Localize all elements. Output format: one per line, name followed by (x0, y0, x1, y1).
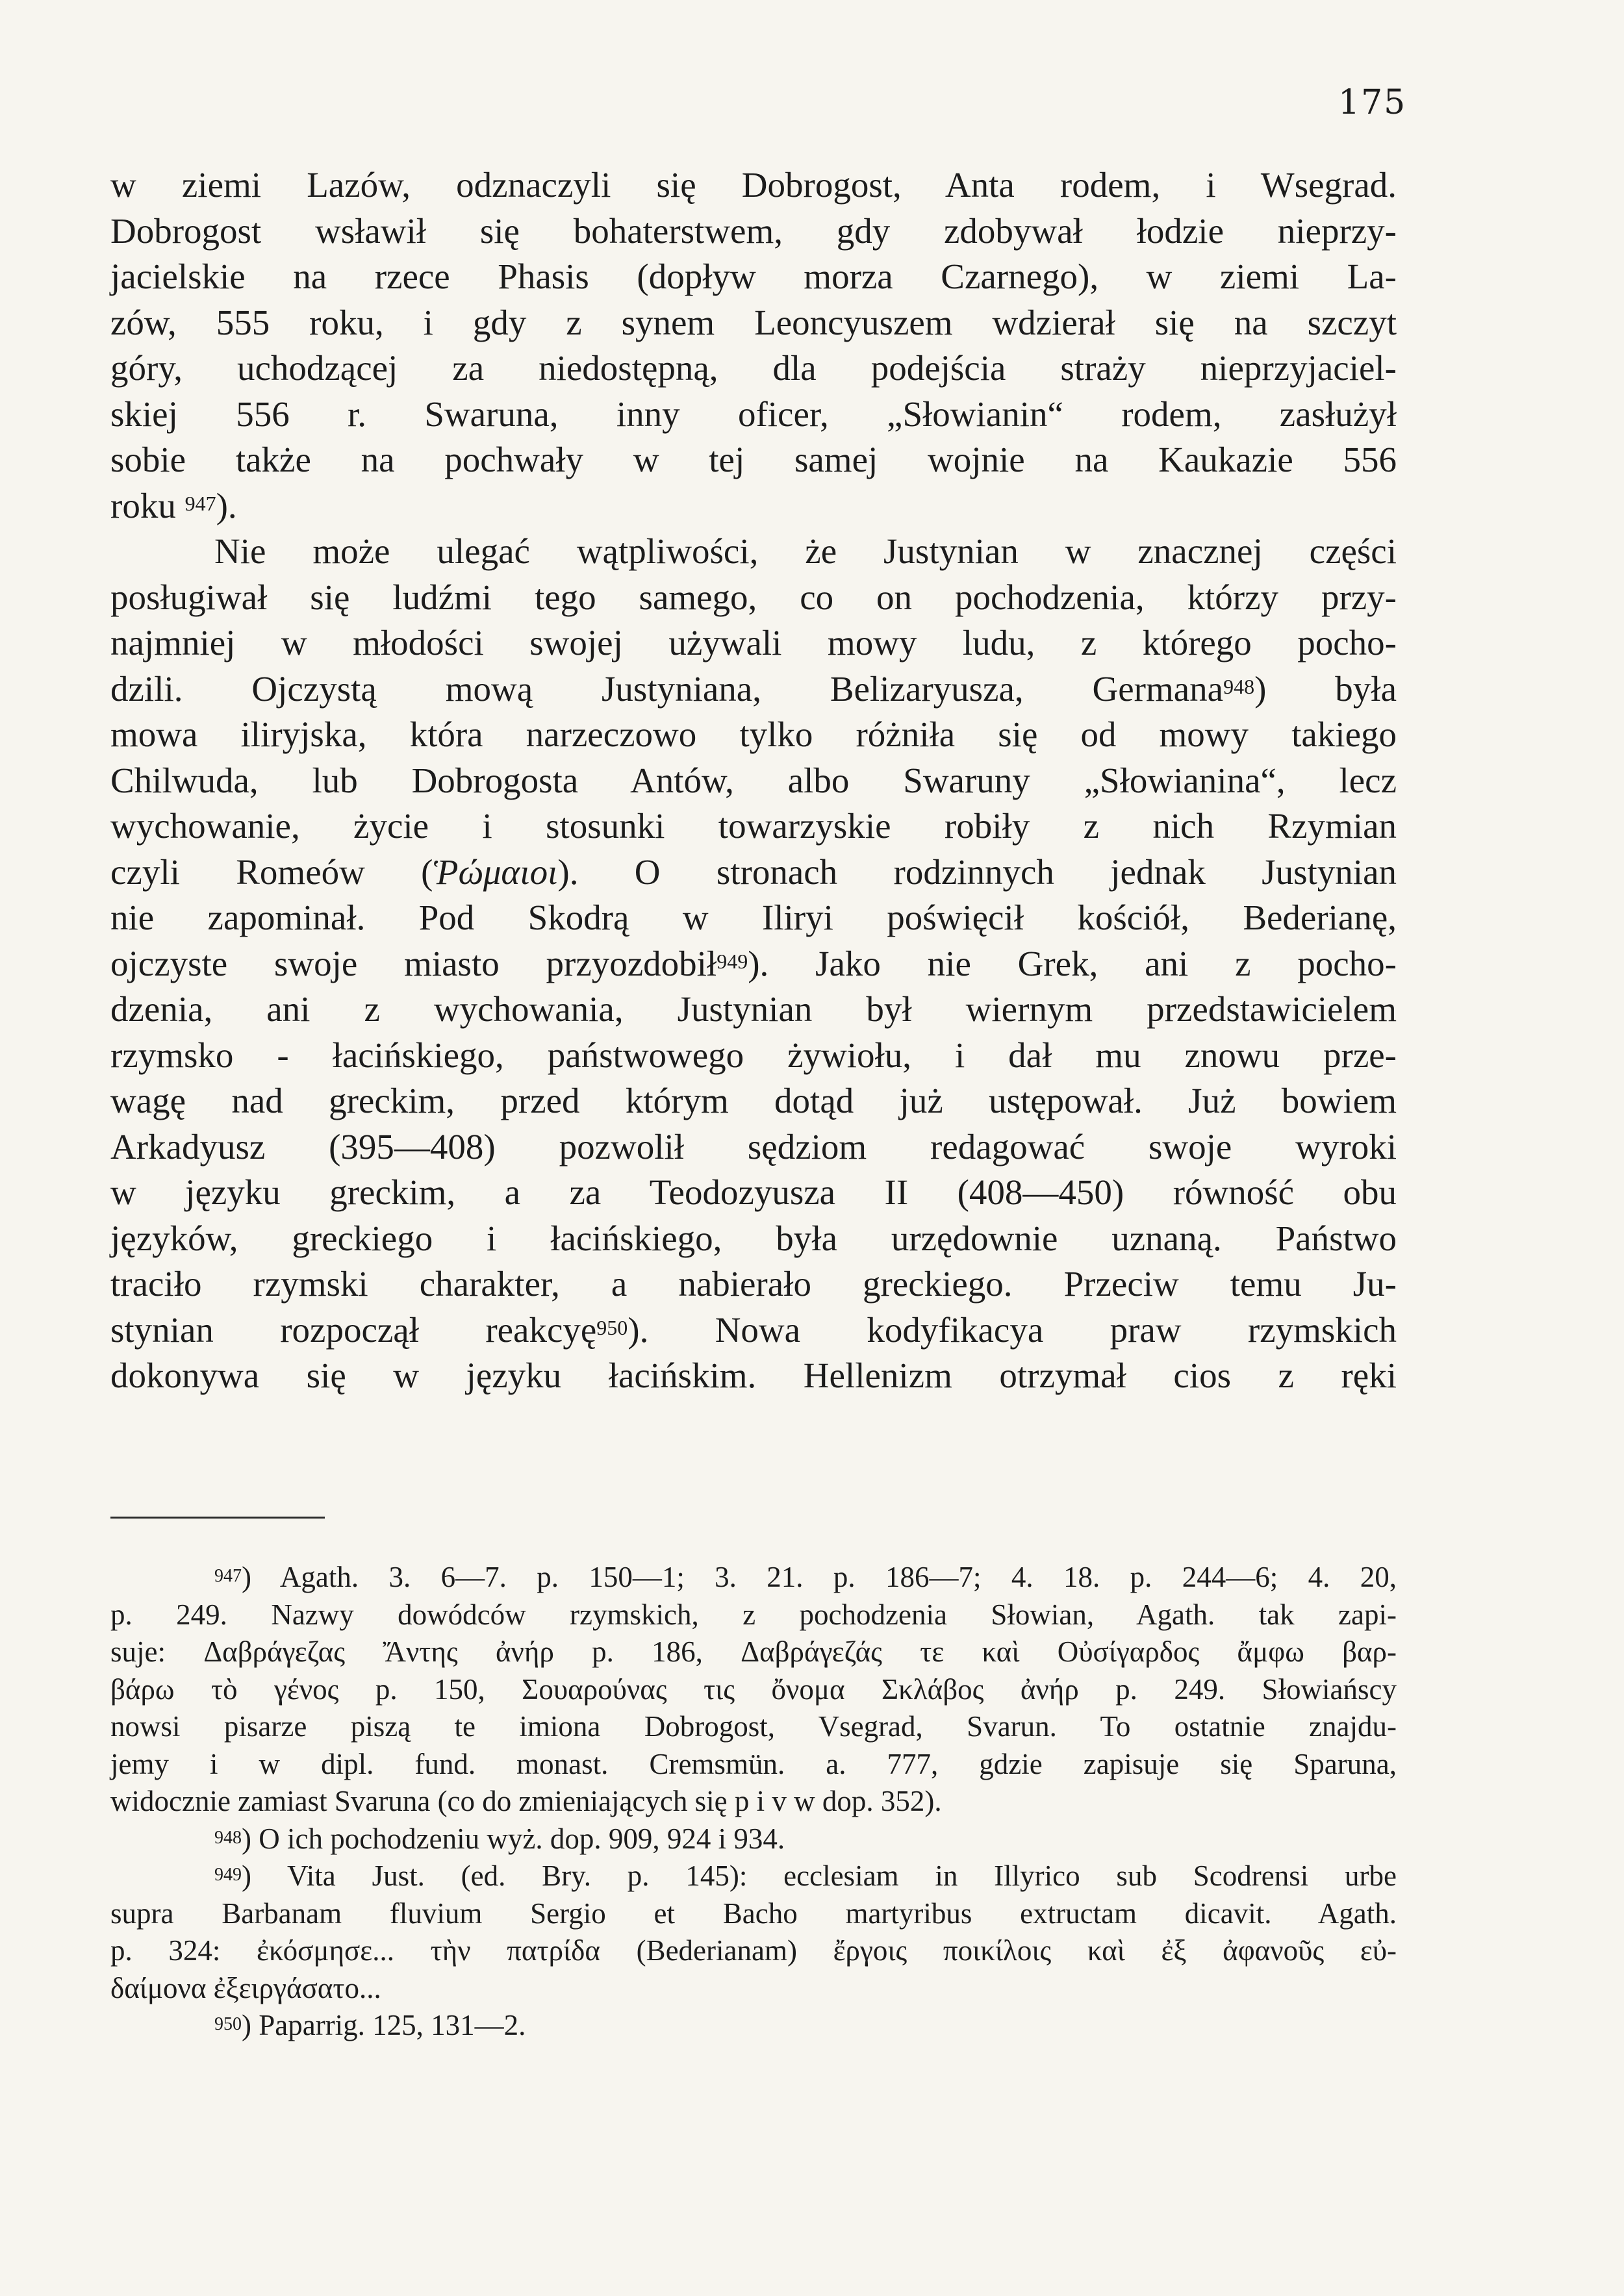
footnote-ref-949[interactable]: 949 (717, 949, 748, 973)
greek-word: Ῥώμαιοι (433, 852, 558, 892)
text-fragment: ). (216, 485, 237, 525)
footnote-line: δαίμονα ἐξειργάσατο... (110, 1971, 381, 2004)
footnote-ref-950[interactable]: 950 (596, 1315, 628, 1339)
text-fragment: ). Jako nie Grek, ani z pocho- (748, 943, 1397, 983)
page-number: 175 (1338, 83, 1407, 122)
footnote-separator (110, 1517, 325, 1519)
footnote-ref-947[interactable]: 947 (184, 491, 216, 515)
footnote-line: widocznie zamiast Svaruna (co do zmieniających się p i v w dop. 352). (110, 1785, 942, 1817)
footnote-line: nowsi pisarze piszą te imiona Dobrogost, Vsegrad, Svarun. To ostatnie znajdu- (110, 1710, 1397, 1743)
footnote-line: supra Barbanam fluvium Sergio et Bacho martyribus extructam dicavit. Agath. (110, 1897, 1397, 1930)
footnote-line (110, 1821, 1397, 1858)
text-line: traciło rzymski charakter, a nabierało greckiego. Przeciw temu Ju- (110, 1264, 1397, 1304)
footnote-text: ) Agath. 3. 6—7. p. 150—1; 3. 21. p. 186—7; 4. 18. p. 244—6; 4. 20, (242, 1561, 1397, 1593)
text-line: Dobrogost wsławił się bohaterstwem, gdy zdobywał łodzie nieprzy- (110, 210, 1397, 251)
footnote-line (110, 2007, 1397, 2045)
text-fragment: ). Nowa kodyfikacya praw rzymskich (628, 1309, 1397, 1350)
text-line: w ziemi Lazów, odznaczyli się Dobrogost, Anta rodem, i Wsegrad. (110, 165, 1397, 205)
footnote-line: βάρω τὸ γένος p. 150, Σουαρούνας τις ὄνομα Σκλάβος ἀνήρ p. 249. Słowiańscy (110, 1672, 1397, 1706)
text-line (110, 1307, 1397, 1354)
footnote-mark: 948 (214, 1827, 242, 1848)
footnote-line: suje: Δαβράγεζας Ἄντης ἀνήρ p. 186, Δαβράγεζάς τε καὶ Οὐσίγαρδος ἄμφω βαρ- (110, 1635, 1397, 1668)
paragraph-1 (110, 162, 1397, 529)
text-line: dzenia, ani z wychowania, Justynian był wiernym przedstawicielem (110, 989, 1397, 1029)
text-line: mowa iliryjska, która narzeczowo tylko różniła się od mowy takiego (110, 714, 1397, 754)
text-line: Chilwuda, lub Dobrogosta Antów, albo Swaruny „Słowianina“, lecz (110, 760, 1397, 800)
text-line: posługiwał się ludźmi tego samego, co on pochodzenia, którzy przy- (110, 577, 1397, 617)
text-line (110, 483, 1397, 529)
text-line: najmniej w młodości swojej używali mowy ludu, z którego pocho- (110, 623, 1397, 662)
text-line (110, 941, 1397, 987)
text-line: Arkadyusz (395—408) pozwolił sędziom redagować swoje wyroki (110, 1126, 1397, 1167)
footnote-text: ) Paparrig. 125, 131—2. (242, 2009, 526, 2041)
text-line (110, 850, 1397, 896)
text-fragment: ). O stronach rodzinnych jednak Justynian (557, 852, 1397, 892)
footnote-950 (110, 2007, 1397, 2045)
footnote-mark: 949 (214, 1865, 242, 1885)
text-line: rzymsko - łacińskiego, państwowego żywiołu, i dał mu znowu prze- (110, 1035, 1397, 1075)
text-fragment: czyli Romeów ( (110, 852, 433, 892)
footnote-948 (110, 1821, 1397, 1858)
footnote-line: jemy i w dipl. fund. monast. Cremsmün. a. 777, gdzie zapisuje się Sparuna, (110, 1747, 1397, 1780)
footnote-text: ) O ich pochodzeniu wyż. dop. 909, 924 i 934. (242, 1822, 785, 1855)
footnote-947 (110, 1559, 1397, 1821)
text-line: zów, 555 roku, i gdy z synem Leoncyuszem wdzierał się na szczyt (110, 302, 1397, 342)
footnote-mark: 950 (214, 2014, 242, 2034)
text-line: Nie może ulegać wątpliwości, że Justynian w znacznej części (214, 531, 1397, 571)
footnote-mark: 947 (214, 1566, 242, 1586)
footnote-ref-948[interactable]: 948 (1223, 674, 1255, 698)
text-line: góry, uchodzącej za niedostępną, dla podejścia straży nieprzyjaciel- (110, 348, 1397, 388)
footnote-line (110, 1559, 1397, 1596)
footnote-949 (110, 1858, 1397, 2007)
footnotes (110, 1559, 1397, 2045)
text-fragment: roku (110, 485, 176, 525)
text-line: jacielskie na rzece Phasis (dopływ morza Czarnego), w ziemi La- (110, 257, 1397, 296)
paragraph-2 (110, 529, 1397, 1399)
text-line: skiej 556 r. Swaruna, inny oficer, „Słowianin“ rodem, zasłużył (110, 394, 1397, 434)
footnote-text: ) Vita Just. (ed. Bry. p. 145): ecclesiam in Illyrico sub Scodrensi urbe (242, 1860, 1397, 1892)
main-text (110, 162, 1397, 1399)
footnote-line (110, 1858, 1397, 1895)
text-line: wagę nad greckim, przed którym dotąd już ustępował. Już bowiem (110, 1081, 1397, 1120)
text-fragment: dzili. Ojczystą mową Justyniana, Belizaryusza, Germana (110, 668, 1224, 709)
footnote-line: p. 324: ἐκόσμησε... τὴν πατρίδα (Bederianam) ἔργοις ποικίλοις καὶ ἐξ ἀφανοῦς εὐ- (110, 1934, 1397, 1967)
text-line: nie zapominał. Pod Skodrą w Iliryi poświęcił kościół, Bederianę, (110, 898, 1397, 937)
text-line: dokonywa się w języku łacińskim. Hellenizm otrzymał cios z ręki (110, 1356, 1397, 1395)
text-line (110, 666, 1397, 713)
text-line: wychowanie, życie i stosunki towarzyskie robiły z nich Rzymian (110, 806, 1397, 846)
text-line: w języku greckim, a za Teodozyusza II (408—450) równość obu (110, 1172, 1397, 1212)
text-line: sobie także na pochwały w tej samej wojnie na Kaukazie 556 (110, 440, 1397, 479)
text-line: języków, greckiego i łacińskiego, była urzędownie uznaną. Państwo (110, 1218, 1397, 1258)
text-fragment: ojczyste swoje miasto przyozdobił (110, 943, 717, 983)
footnote-line: p. 249. Nazwy dowódców rzymskich, z pochodzenia Słowian, Agath. tak zapi- (110, 1598, 1397, 1631)
text-fragment: ) była (1254, 668, 1397, 709)
text-fragment: stynian rozpoczął reakcyę (110, 1309, 597, 1350)
